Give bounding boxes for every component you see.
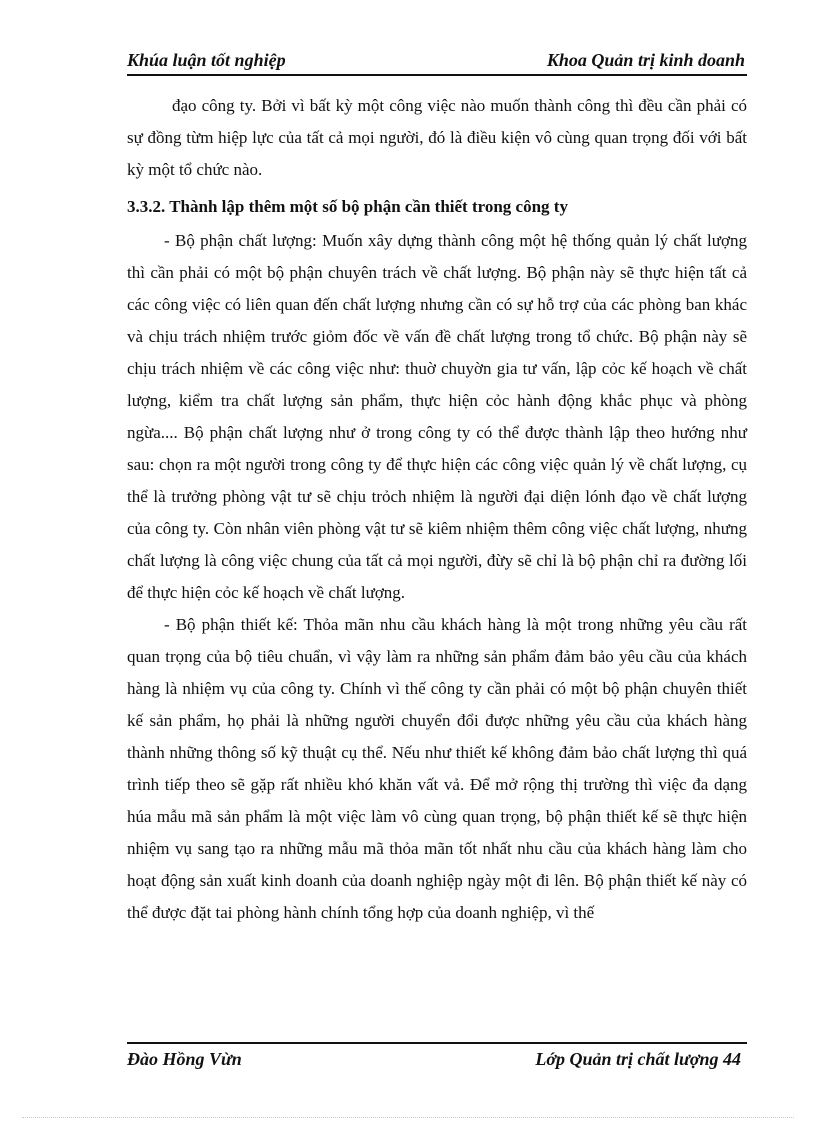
design-department-paragraph: - Bộ phận thiết kế: Thỏa mãn nhu cầu khách hàng là một trong những yêu cầu rất quan trọng của bộ tiêu chuẩn, vì vậy làm ra những sản phẩm đảm bảo yêu cầu của khách hàng là nhiệm vụ của công ty. Chính vì thế công ty cần phải có một bộ phận chuyên thiết kế sản phẩm, họ phải là những người chuyển đổi được những yêu cầu của khách hàng thành những thông số kỹ thuật cụ thể. Nếu như thiết kế không đảm bảo chất lượng thì quá trình tiếp theo sẽ gặp rất nhiều khó khăn vất vả. Để mở rộng thị trường thì việc đa dạng húa mẫu mã sản phẩm là một việc làm vô cùng quan trọng, bộ phận thiết kế sẽ thực hiện nhiệm vụ sang tạo ra những mẫu mã thỏa mãn tốt nhất nhu cầu của khách hàng làm cho hoạt động sản xuất kinh doanh của doanh nghiệp ngày một đi lên. Bộ phận thiết kế này có thể được đặt tai phòng hành chính tổng hợp của doanh nghiệp, vì thế <box>127 615 747 922</box>
page-footer <box>127 1042 747 1074</box>
header-thesis-title: Khúa luận tốt nghiệp <box>127 50 286 70</box>
footer-author: Đào Hồng Vừn <box>127 1049 242 1069</box>
quality-department-paragraph: - Bộ phận chất lượng: Muốn xây dựng thành công một hệ thống quản lý chất lượng thì cần phải có một bộ phận chuyên trách về chất lượng. Bộ phận này sẽ thực hiện tất cả các công việc có liên quan đến chất lượng nhưng cần có sự hỗ trợ của các phòng ban khác và chịu trách nhiệm trước giỏm đốc về vấn đề chất lượng trong tổ chức. Bộ phận này sẽ chịu trách nhiệm về các công việc như: thuờ chuyờn gia tư vấn, lập cỏc kế hoạch về chất lượng, kiểm tra chất lượng sản phẩm, thực hiện cỏc hành động khắc phục và phòng ngừa.... Bộ phận chất lượng như ở trong công ty có thể được thành lập theo hướng như sau: chọn ra một người trong công ty để thực hiện các công việc quản lý về chất lượng, cụ thể là trưởng phòng vật tư sẽ chịu trỏch nhiệm là người đại diện lónh đạo về chất lượng của công ty. Còn nhân viên phòng vật tư sẽ kiêm nhiệm thêm công việc chất lượng, nhưng chất lượng là công việc chung của tất cả mọi người, đừy sẽ chỉ là bộ phận chỉ ra đường lối để thực hiện cỏc kế hoạch về chất lượng. <box>127 231 747 602</box>
page-edge-divider <box>22 1117 794 1118</box>
page-header <box>127 46 747 76</box>
footer-class: Lớp Quản trị chất lượng 44 <box>535 1049 741 1069</box>
intro-paragraph: đạo công ty. Bởi vì bất kỳ một công việc nào muốn thành công thì đều cần phải có sự đồng từm hiệp lực của tất cả mọi người, đó là điều kiện vô cùng quan trọng đối với bất kỳ một tổ chức nào. <box>127 96 747 179</box>
section-heading: 3.3.2. Thành lập thêm một số bộ phận cần thiết trong công ty <box>127 197 568 216</box>
page-body <box>127 90 747 929</box>
header-faculty: Khoa Quản trị kinh doanh <box>546 50 745 70</box>
